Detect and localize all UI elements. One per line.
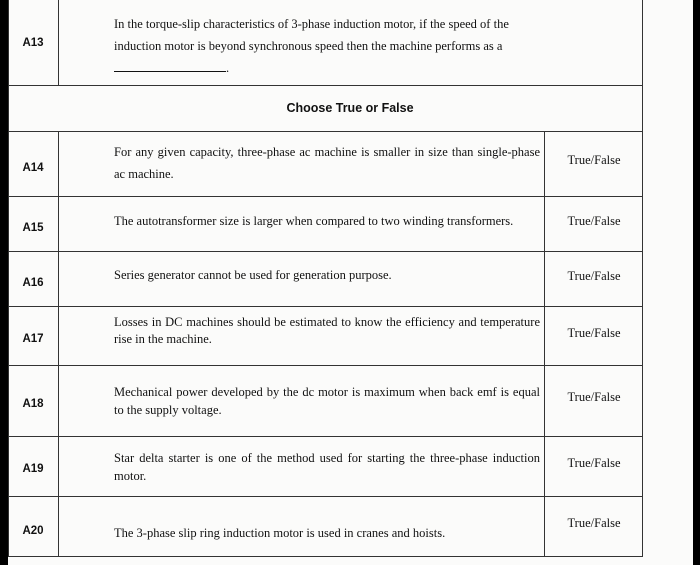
row-divider (8, 251, 643, 252)
true-false-option: True/False (567, 456, 621, 470)
table-border-right (642, 0, 643, 557)
answer-column-divider (544, 131, 545, 557)
question-text (114, 13, 540, 79)
row-divider (8, 131, 643, 132)
true-false-option: True/False (567, 269, 621, 283)
document-page (8, 0, 693, 565)
question-text: Series generator cannot be used for generation purpose. (114, 268, 392, 282)
question-text: For any given capacity, three-phase ac machine is smaller in size than single-phase ac machine. (114, 145, 540, 181)
section-header: Choose True or False (286, 101, 414, 115)
true-false-option: True/False (567, 390, 621, 404)
row-divider (8, 436, 643, 437)
number-column-divider (58, 0, 59, 85)
number-column-divider (58, 131, 59, 557)
true-false-option: True/False (567, 326, 621, 340)
question-text: Losses in DC machines should be estimated to know the efficiency and temperature rise in the machine. (114, 315, 540, 346)
row-divider (8, 365, 643, 366)
row-divider (8, 306, 643, 307)
fill-in-blank (114, 62, 226, 72)
question-text: Mechanical power developed by the dc motor is maximum when back emf is equal to the supply voltage. (114, 385, 540, 417)
question-number: A20 (22, 525, 44, 537)
question-text-before: In the torque-slip characteristics of 3-phase induction motor, if the speed of the induction motor is beyond synchronous speed then the machine performs as a (114, 17, 509, 53)
row-divider (8, 496, 643, 497)
true-false-option: True/False (567, 516, 621, 530)
question-number: A14 (22, 162, 44, 174)
row-divider (8, 196, 643, 197)
question-number: A17 (22, 333, 44, 345)
question-number: A15 (22, 222, 44, 234)
question-number: A18 (22, 398, 44, 410)
row-divider (8, 85, 643, 86)
question-text-after: . (226, 61, 230, 75)
question-number: A13 (22, 37, 44, 49)
question-number: A19 (22, 463, 44, 475)
true-false-option: True/False (567, 214, 621, 228)
question-number: A16 (22, 277, 44, 289)
question-text: The 3-phase slip ring induction motor is used in cranes and hoists. (114, 526, 446, 540)
question-text: Star delta starter is one of the method used for starting the three-phase induction motor. (114, 451, 540, 483)
table-border-bottom (8, 556, 643, 557)
true-false-option: True/False (567, 153, 621, 167)
question-text: The autotransformer size is larger when compared to two winding transformers. (114, 214, 514, 228)
